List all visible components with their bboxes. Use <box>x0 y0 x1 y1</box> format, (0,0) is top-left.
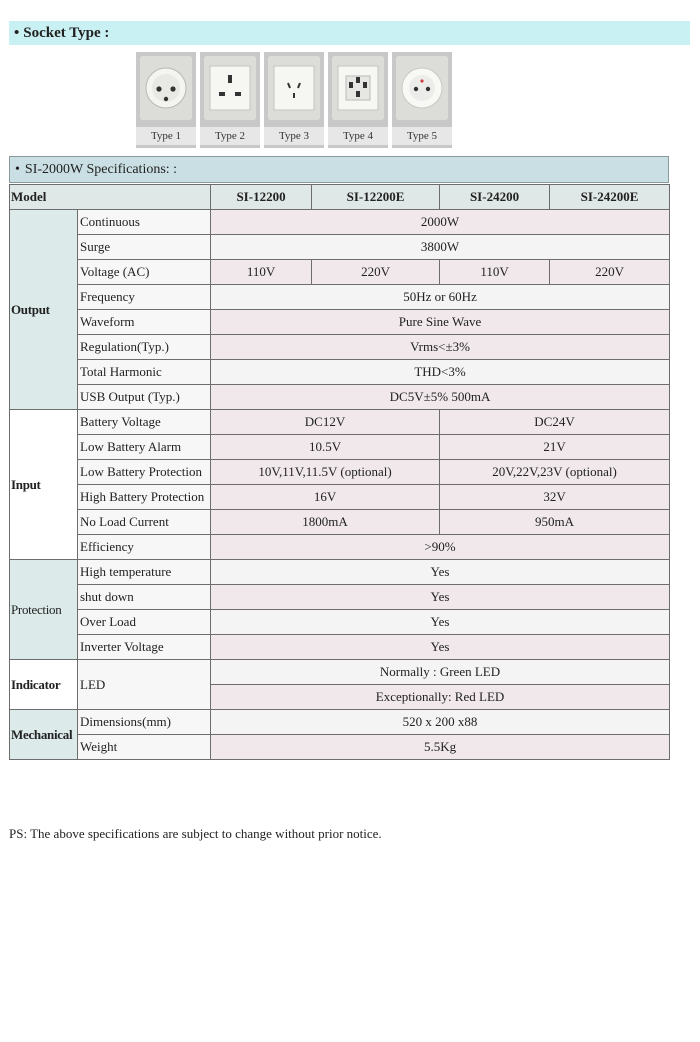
table-row <box>10 285 670 310</box>
table-row <box>10 460 670 485</box>
row-label: Low Battery Alarm <box>78 435 211 460</box>
table-row <box>10 485 670 510</box>
row-label: Voltage (AC) <box>78 260 211 285</box>
model-header: Model <box>10 185 211 210</box>
model-name: SI-24200 <box>440 185 550 210</box>
row-label: Weight <box>78 735 211 760</box>
socket-type-label: Type 2 <box>200 127 260 145</box>
table-row <box>10 260 670 285</box>
table-row <box>10 410 670 435</box>
row-label: Waveform <box>78 310 211 335</box>
row-value: 50Hz or 60Hz <box>211 285 670 310</box>
table-row <box>10 535 670 560</box>
row-value: 110V <box>440 260 550 285</box>
socket-type-title: Socket Type : <box>23 25 110 41</box>
row-value: DC12V <box>211 410 440 435</box>
row-label: LED <box>78 660 211 710</box>
table-row <box>10 235 670 260</box>
table-row <box>10 560 670 585</box>
row-value: 21V <box>440 435 670 460</box>
socket-type-3 <box>264 52 324 148</box>
row-label: Battery Voltage <box>78 410 211 435</box>
table-row <box>10 635 670 660</box>
row-value: 950mA <box>440 510 670 535</box>
row-label: No Load Current <box>78 510 211 535</box>
row-value: 10V,11V,11.5V (optional) <box>211 460 440 485</box>
row-value: Yes <box>211 560 670 585</box>
table-row <box>10 210 670 235</box>
model-name: SI-12200 <box>211 185 312 210</box>
group-output: Output <box>10 210 78 410</box>
row-value: DC5V±5% 500mA <box>211 385 670 410</box>
specifications-title: SI-2000W Specifications: : <box>24 162 178 177</box>
row-label: Over Load <box>78 610 211 635</box>
table-row <box>10 360 670 385</box>
row-label: High Battery Protection <box>78 485 211 510</box>
row-value: Pure Sine Wave <box>211 310 670 335</box>
model-name: SI-24200E <box>550 185 670 210</box>
row-label: Frequency <box>78 285 211 310</box>
row-value: Normally : Green LED <box>211 660 670 685</box>
group-indicator: Indicator <box>10 660 78 710</box>
socket-type-4 <box>328 52 388 148</box>
row-value: 20V,22V,23V (optional) <box>440 460 670 485</box>
row-value: DC24V <box>440 410 670 435</box>
socket-type-1 <box>136 52 196 148</box>
bullet: • <box>14 25 20 41</box>
row-label: Regulation(Typ.) <box>78 335 211 360</box>
row-value: THD<3% <box>211 360 670 385</box>
row-value: 16V <box>211 485 440 510</box>
socket-type-label: Type 1 <box>136 127 196 145</box>
row-value: 10.5V <box>211 435 440 460</box>
table-row <box>10 335 670 360</box>
row-value: 110V <box>211 260 312 285</box>
bullet: • <box>15 162 20 177</box>
model-name: SI-12200E <box>312 185 440 210</box>
group-protection: Protection <box>10 560 78 660</box>
socket-type-header <box>9 21 690 45</box>
row-label: Surge <box>78 235 211 260</box>
row-value: 5.5Kg <box>211 735 670 760</box>
group-input: Input <box>10 410 78 560</box>
row-value: 220V <box>312 260 440 285</box>
schuko-socket-icon <box>140 56 192 120</box>
table-row <box>10 385 670 410</box>
disclaimer-note: PS: The above specifications are subject to change without prior notice. <box>9 826 382 841</box>
table-header-row <box>10 185 670 210</box>
row-label: USB Output (Typ.) <box>78 385 211 410</box>
universal-socket-icon <box>332 56 384 120</box>
row-value: >90% <box>211 535 670 560</box>
row-label: Total Harmonic <box>78 360 211 385</box>
row-label: Dimensions(mm) <box>78 710 211 735</box>
table-row <box>10 610 670 635</box>
row-value: Vrms<±3% <box>211 335 670 360</box>
au-socket-icon <box>268 56 320 120</box>
row-label: Inverter Voltage <box>78 635 211 660</box>
row-label: shut down <box>78 585 211 610</box>
socket-type-label: Type 5 <box>392 127 452 145</box>
table-row <box>10 735 670 760</box>
socket-type-2 <box>200 52 260 148</box>
row-value: Yes <box>211 585 670 610</box>
french-socket-icon <box>396 56 448 120</box>
table-row <box>10 660 670 685</box>
group-mechanical: Mechanical <box>10 710 78 760</box>
specifications-table <box>9 184 670 760</box>
row-value: 220V <box>550 260 670 285</box>
row-value: 32V <box>440 485 670 510</box>
row-value: 1800mA <box>211 510 440 535</box>
row-value: 2000W <box>211 210 670 235</box>
row-label: Efficiency <box>78 535 211 560</box>
table-row <box>10 435 670 460</box>
specifications-header <box>9 156 669 183</box>
table-row <box>10 710 670 735</box>
row-value: Exceptionally: Red LED <box>211 685 670 710</box>
row-value: 520 x 200 x88 <box>211 710 670 735</box>
socket-type-label: Type 3 <box>264 127 324 145</box>
row-label: Continuous <box>78 210 211 235</box>
table-row <box>10 585 670 610</box>
table-row <box>10 510 670 535</box>
row-value: 3800W <box>211 235 670 260</box>
socket-type-5 <box>392 52 452 148</box>
uk-socket-icon <box>204 56 256 120</box>
socket-type-label: Type 4 <box>328 127 388 145</box>
row-label: Low Battery Protection <box>78 460 211 485</box>
row-value: Yes <box>211 635 670 660</box>
row-value: Yes <box>211 610 670 635</box>
table-row <box>10 310 670 335</box>
row-label: High temperature <box>78 560 211 585</box>
